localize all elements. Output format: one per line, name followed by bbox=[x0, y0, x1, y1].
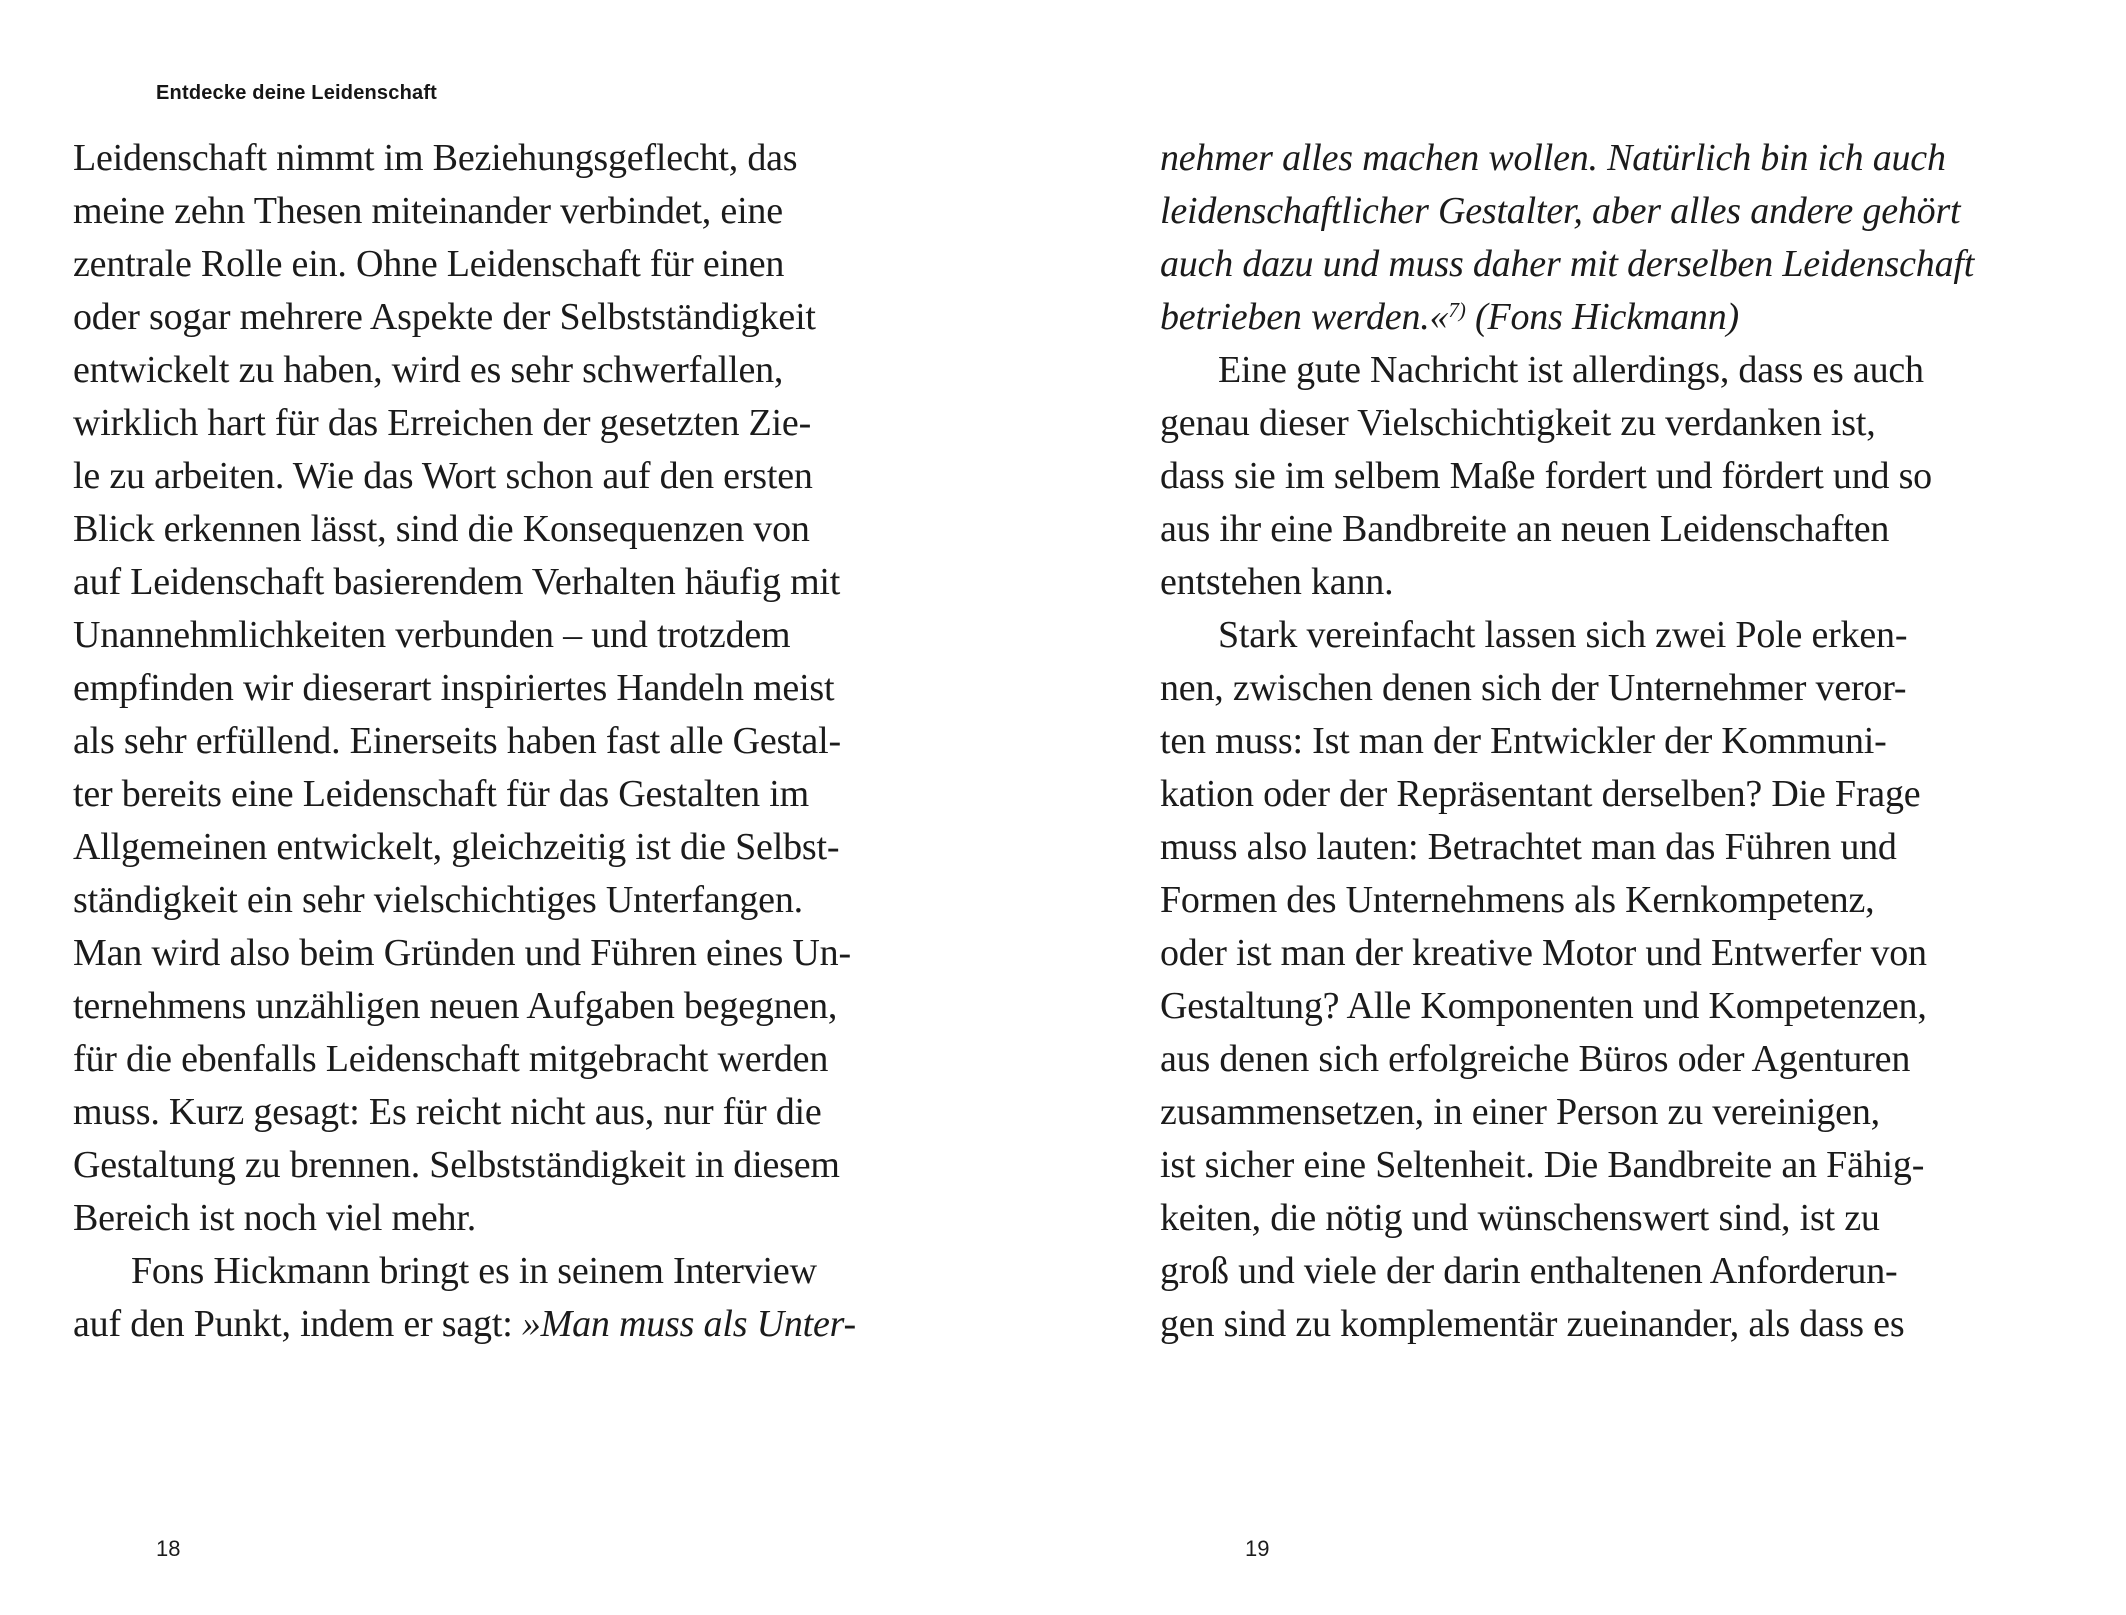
text-line: Man wird also beim Gründen und Führen eines Un- bbox=[73, 932, 851, 974]
text-line: ist sicher eine Seltenheit. Die Bandbreite an Fähig- bbox=[1160, 1144, 1925, 1186]
text-line: Allgemeinen entwickelt, gleichzeitig ist die Selbst- bbox=[73, 826, 840, 868]
text-line: als sehr erfüllend. Einerseits haben fast alle Gestal- bbox=[73, 720, 841, 762]
text-line: Stark vereinfacht lassen sich zwei Pole erken- bbox=[1218, 614, 1908, 656]
text-line: aus ihr eine Bandbreite an neuen Leidenschaften bbox=[1160, 508, 1890, 550]
text-line: oder ist man der kreative Motor und Entwerfer von bbox=[1160, 932, 1927, 974]
quote-line: nehmer alles machen wollen. Natürlich bin ich auch bbox=[1160, 137, 1946, 179]
text-line: ständigkeit ein sehr vielschichtiges Unterfangen. bbox=[73, 879, 803, 921]
text-line: empfinden wir dieserart inspiriertes Handeln meist bbox=[73, 667, 835, 709]
text-line: Gestaltung zu brennen. Selbstständigkeit in diesem bbox=[73, 1144, 840, 1186]
page-number-left: 18 bbox=[156, 1536, 181, 1561]
text-line: muss. Kurz gesagt: Es reicht nicht aus, nur für die bbox=[73, 1091, 822, 1133]
text-line: Eine gute Nachricht ist allerdings, dass es auch bbox=[1218, 349, 1924, 391]
text-line: zentrale Rolle ein. Ohne Leidenschaft für einen bbox=[73, 243, 785, 285]
running-header: Entdecke deine Leidenschaft bbox=[156, 82, 438, 104]
text-line: Fons Hickmann bringt es in seinem Interview bbox=[131, 1250, 817, 1292]
text-line: keiten, die nötig und wünschenswert sind, ist zu bbox=[1160, 1197, 1880, 1239]
text-line: Unannehmlichkeiten verbunden – und trotzdem bbox=[73, 614, 791, 656]
text-line: ternehmens unzähligen neuen Aufgaben begegnen, bbox=[73, 985, 838, 1027]
left-page-text bbox=[73, 132, 973, 1351]
quote-end-segment: betrieben werden.« bbox=[1160, 296, 1449, 338]
text-line: für die ebenfalls Leidenschaft mitgebracht werden bbox=[73, 1038, 829, 1080]
text-line: auf Leidenschaft basierendem Verhalten häufig mit bbox=[73, 561, 841, 603]
text-line: Blick erkennen lässt, sind die Konsequenzen von bbox=[73, 508, 810, 550]
text-line: nen, zwischen denen sich der Unternehmer veror- bbox=[1160, 667, 1907, 709]
text-line: meine zehn Thesen miteinander verbindet, eine bbox=[73, 190, 783, 232]
text-line: aus denen sich erfolgreiche Büros oder Agenturen bbox=[1160, 1038, 1911, 1080]
quote-line: auch dazu und muss daher mit derselben Leidenschaft bbox=[1160, 243, 1975, 285]
right-page-text bbox=[1160, 132, 2080, 1351]
page-number-right: 19 bbox=[1245, 1536, 1270, 1561]
text-line: kation oder der Repräsentant derselben? Die Frage bbox=[1160, 773, 1921, 815]
text-line: ten muss: Ist man der Entwickler der Kommuni- bbox=[1160, 720, 1887, 762]
text-line: entstehen kann. bbox=[1160, 561, 1394, 603]
text-line: Formen des Unternehmens als Kernkompetenz, bbox=[1160, 879, 1875, 921]
text-line: oder sogar mehrere Aspekte der Selbstständigkeit bbox=[73, 296, 816, 338]
text-line: wirklich hart für das Erreichen der gesetzten Zie- bbox=[73, 402, 812, 444]
text-line: entwickelt zu haben, wird es sehr schwerfallen, bbox=[73, 349, 784, 391]
quote-line: leidenschaftlicher Gestalter, aber alles andere gehört bbox=[1160, 190, 1961, 232]
text-line: ter bereits eine Leidenschaft für das Gestalten im bbox=[73, 773, 809, 815]
text-line: groß und viele der darin enthaltenen Anforderun- bbox=[1160, 1250, 1898, 1292]
text-segment: auf den Punkt, indem er sagt: bbox=[73, 1303, 522, 1345]
text-line: le zu arbeiten. Wie das Wort schon auf den ersten bbox=[73, 455, 813, 497]
text-line: dass sie im selbem Maße fordert und fördert und so bbox=[1160, 455, 1932, 497]
text-line: gen sind zu komplementär zueinander, als dass es bbox=[1160, 1303, 1905, 1345]
right-page bbox=[1063, 0, 2126, 1615]
text-line: Gestaltung? Alle Komponenten und Kompetenzen, bbox=[1160, 985, 1927, 1027]
text-line: muss also lauten: Betrachtet man das Führen und bbox=[1160, 826, 1897, 868]
text-line: zusammensetzen, in einer Person zu vereinigen, bbox=[1160, 1091, 1880, 1133]
text-line: Bereich ist noch viel mehr. bbox=[73, 1197, 476, 1239]
quote-attribution: (Fons Hickmann) bbox=[1465, 296, 1739, 338]
text-line: genau dieser Vielschichtigkeit zu verdanken ist, bbox=[1160, 402, 1876, 444]
text-line: Leidenschaft nimmt im Beziehungsgeflecht, das bbox=[73, 137, 798, 179]
quote-line bbox=[1160, 291, 2080, 344]
quote-start-segment: »Man muss als Unter- bbox=[521, 1303, 856, 1345]
text-line bbox=[73, 1298, 973, 1351]
footnote-marker: 7) bbox=[1448, 298, 1466, 323]
